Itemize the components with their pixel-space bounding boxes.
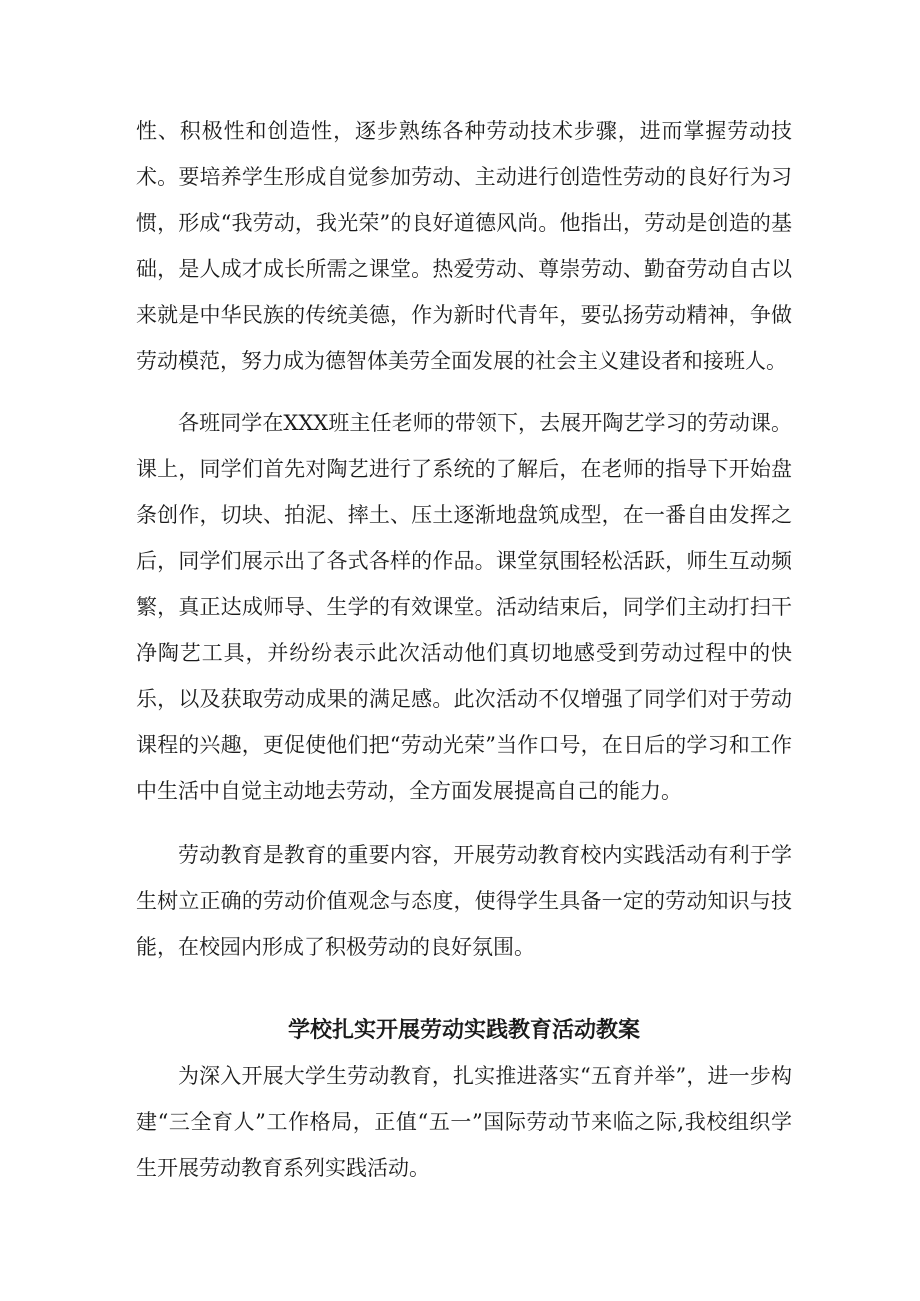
section-title: 学校扎实开展劳动实践教育活动教案 (287, 1017, 640, 1043)
paragraph-activity-intro: 为深入开展大学生劳动教育，扎实推进落实“五育并举”，进一步构建“三全育人”工作格局，正值“五一”国际劳动节来临之际,我校组织学生开展劳动教育系列实践活动。 (136, 1064, 792, 1180)
paragraph-labor-values: 性、积极性和创造性，逐步熟练各种劳动技术步骤，进而掌握劳动技术。要培养学生形成自觉参加劳动、主动进行创造性劳动的良好行为习惯，形成“我劳动，我光荣”的良好道德风尚。他指出，劳动是创造的基础，是人成才成长所需之课堂。热爱劳动、尊崇劳动、勤奋劳动自古以来就是中华民族的传统美德，作为新时代青年，要弘扬劳动精神，争做劳动模范，努力成为德智体美劳全面发展的社会主义建设者和接班人。 (136, 119, 792, 373)
paragraph-pottery-class: 各班同学在XXX班主任老师的带领下，去展开陶艺学习的劳动课。课上，同学们首先对陶艺进行了系统的了解后，在老师的指导下开始盘条创作，切块、拍泥、摔土、压土逐渐地盘筑成型，在一番自由发挥之后，同学们展示出了各式各样的作品。课堂氛围轻松活跃，师生互动频繁，真正达成师导、生学的有效课堂。活动结束后，同学们主动打扫干净陶艺工具，并纷纷表示此次活动他们真切地感受到劳动过程中的快乐，以及获取劳动成果的满足感。此次活动不仅增强了同学们对于劳动课程的兴趣，更促使他们把“劳动光荣”当作口号，在日后的学习和工作中生活中自觉主动地去劳动，全方面发展提高自己的能力。 (136, 411, 792, 803)
paragraph-labor-education-summary: 劳动教育是教育的重要内容，开展劳动教育校内实践活动有利于学生树立正确的劳动价值观念与态度，使得学生具备一定的劳动知识与技能，在校园内形成了积极劳动的良好氛围。 (136, 843, 792, 959)
